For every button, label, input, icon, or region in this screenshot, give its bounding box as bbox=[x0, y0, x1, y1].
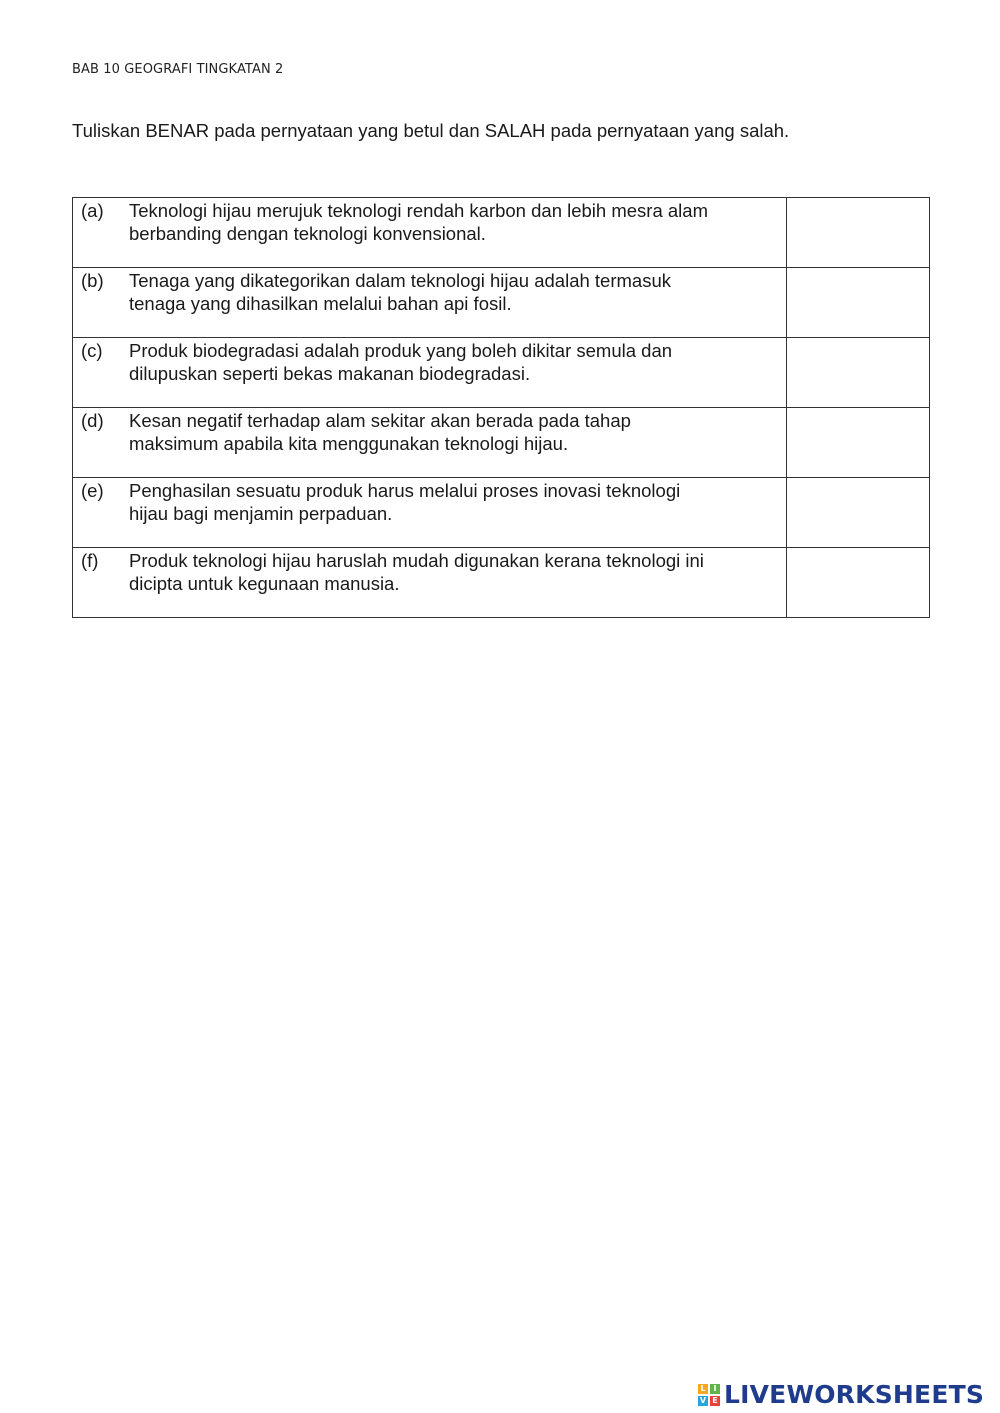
statement-line-2: dilupuskan seperti bekas makanan biodegradasi. bbox=[129, 363, 531, 384]
statement-text bbox=[129, 269, 786, 315]
statement-label: (f) bbox=[81, 550, 99, 571]
answer-cell bbox=[787, 408, 930, 478]
statement-cell bbox=[73, 478, 787, 548]
statement-cell bbox=[73, 408, 787, 478]
logo-letter-l: L bbox=[698, 1384, 708, 1394]
statement-row-e bbox=[73, 478, 930, 548]
statement-line-2: berbanding dengan teknologi konvensional. bbox=[129, 223, 486, 244]
answer-cell bbox=[787, 338, 930, 408]
logo-text: LIVEWORKSHEETS bbox=[724, 1380, 985, 1409]
statement-label: (e) bbox=[81, 480, 104, 501]
liveworksheets-logo bbox=[698, 1380, 984, 1409]
instruction-text: Tuliskan BENAR pada pernyataan yang betul dan SALAH pada pernyataan yang salah. bbox=[72, 120, 790, 141]
worksheet-header: BAB 10 GEOGRAFI TINGKATAN 2 bbox=[72, 62, 284, 77]
statement-cell bbox=[73, 548, 787, 618]
logo-letter-e: E bbox=[710, 1396, 720, 1406]
statement-row-c bbox=[73, 338, 930, 408]
statement-line-1: Teknologi hijau merujuk teknologi rendah karbon dan lebih mesra alam bbox=[129, 200, 708, 221]
statement-cell bbox=[73, 268, 787, 338]
statement-line-1: Kesan negatif terhadap alam sekitar akan berada pada tahap bbox=[129, 410, 631, 431]
statement-label: (c) bbox=[81, 340, 103, 361]
statement-line-1: Tenaga yang dikategorikan dalam teknologi hijau adalah termasuk bbox=[129, 270, 671, 291]
answer-input-b[interactable] bbox=[787, 268, 929, 337]
statement-line-1: Produk teknologi hijau haruslah mudah digunakan kerana teknologi ini bbox=[129, 550, 704, 571]
logo-icon bbox=[698, 1384, 720, 1406]
answer-cell bbox=[787, 268, 930, 338]
statement-line-1: Produk biodegradasi adalah produk yang boleh dikitar semula dan bbox=[129, 340, 673, 361]
statement-text bbox=[129, 199, 786, 245]
statement-cell bbox=[73, 198, 787, 268]
answer-input-e[interactable] bbox=[787, 478, 929, 547]
statement-label: (a) bbox=[81, 200, 104, 221]
logo-letter-i: I bbox=[710, 1384, 720, 1394]
statement-line-2: hijau bagi menjamin perpaduan. bbox=[129, 503, 393, 524]
statement-row-b bbox=[73, 268, 930, 338]
statement-label: (d) bbox=[81, 410, 104, 431]
statement-text bbox=[129, 549, 786, 595]
statement-line-1: Penghasilan sesuatu produk harus melalui proses inovasi teknologi bbox=[129, 480, 681, 501]
answer-input-c[interactable] bbox=[787, 338, 929, 407]
statement-line-2: maksimum apabila kita menggunakan teknologi hijau. bbox=[129, 433, 569, 454]
statement-row-d bbox=[73, 408, 930, 478]
answer-input-a[interactable] bbox=[787, 198, 929, 267]
answer-input-f[interactable] bbox=[787, 548, 929, 617]
statement-label: (b) bbox=[81, 270, 104, 291]
answer-input-d[interactable] bbox=[787, 408, 929, 477]
statement-text bbox=[129, 479, 786, 525]
statement-row-f bbox=[73, 548, 930, 618]
statement-line-2: dicipta untuk kegunaan manusia. bbox=[129, 573, 400, 594]
statement-text bbox=[129, 409, 786, 455]
statement-text bbox=[129, 339, 786, 385]
statement-line-2: tenaga yang dihasilkan melalui bahan api fosil. bbox=[129, 293, 512, 314]
statements-table bbox=[72, 197, 930, 618]
statement-row-a bbox=[73, 198, 930, 268]
answer-cell bbox=[787, 478, 930, 548]
answer-cell bbox=[787, 198, 930, 268]
logo-letter-v: V bbox=[699, 1395, 707, 1405]
statement-cell bbox=[73, 338, 787, 408]
answer-cell bbox=[787, 548, 930, 618]
